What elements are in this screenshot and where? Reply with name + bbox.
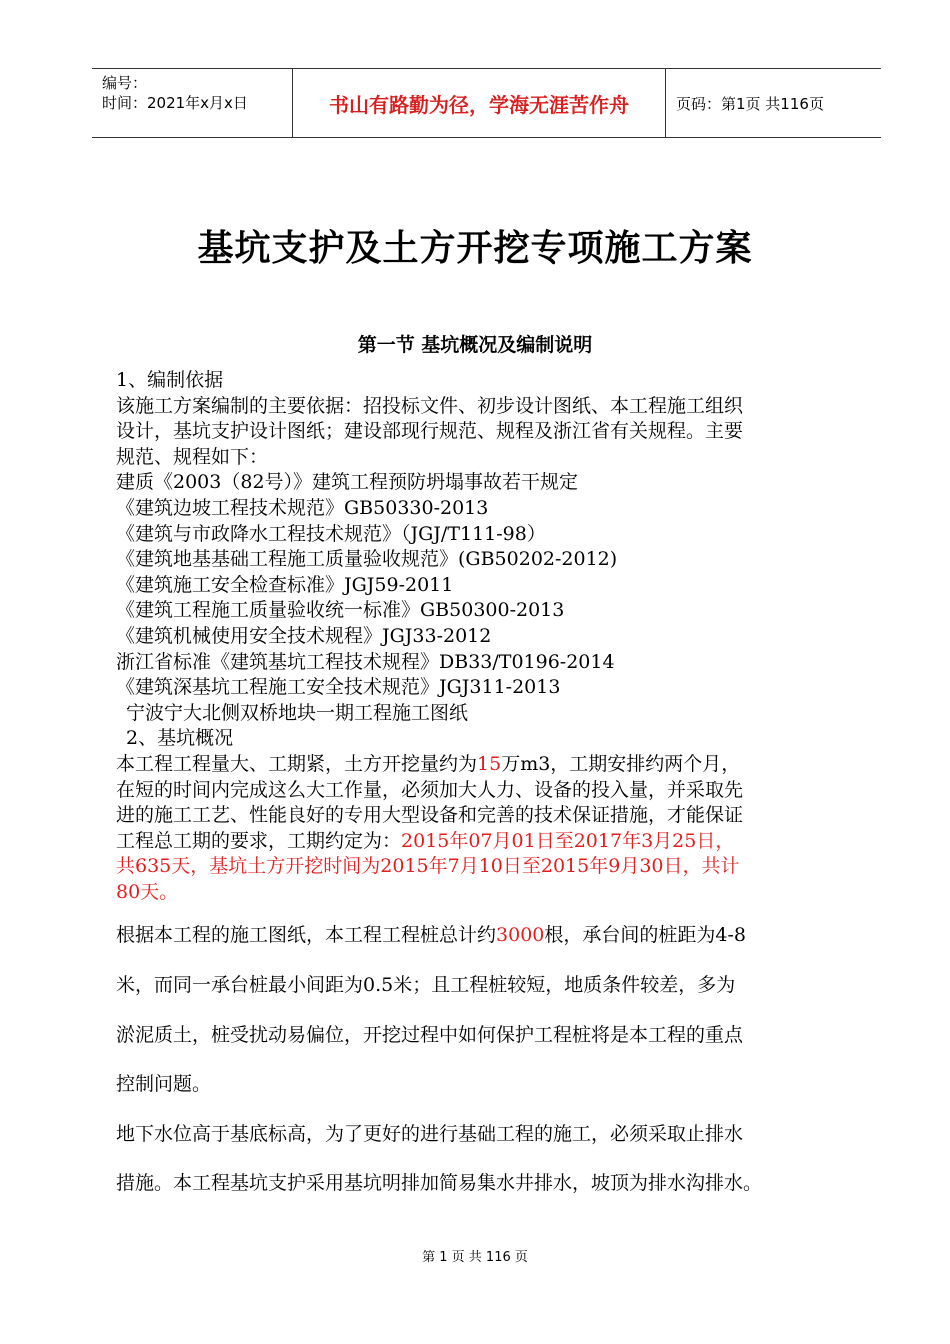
pile-count-value: 3000 [496, 924, 545, 947]
reference-item: 《建筑深基坑工程施工安全技术规范》JGJ311-2013 [116, 676, 561, 699]
page-header [92, 68, 881, 138]
basis-intro-line: 规范、规程如下： [116, 445, 269, 468]
reference-item: 建质《2003（82号）》建筑工程预防坍塌事故若干规定 [116, 471, 579, 494]
page-footer: 第 1 页 共 116 页 [422, 1250, 528, 1265]
overview-line [116, 829, 866, 855]
schedule-dates: 2015年07月01日至2017年3月25日， [401, 829, 735, 852]
piles-paragraph [116, 911, 866, 1209]
piles-line: 淤泥质土，桩受扰动易偏位，开挖过程中如何保护工程桩将是本工程的重点 [116, 1023, 744, 1046]
basis-heading: 1、编制依据 [116, 369, 224, 391]
reference-item: 《建筑地基基础工程施工质量验收规范》(GB50202-2012) [116, 548, 618, 571]
reference-item: 《建筑与市政降水工程技术规范》（JGJ/T111-98） [116, 522, 546, 545]
code-label: 编号： [102, 74, 148, 92]
reference-item: 《建筑施工安全检查标准》JGJ59-2011 [116, 573, 454, 596]
overview-heading: 2、基坑概况 [126, 727, 234, 750]
schedule-line: 共635天，基坑土方开挖时间为2015年7月10日至2015年9月30日，共计 [116, 855, 740, 878]
basis-intro-line: 该施工方案编制的主要依据：招投标文件、初步设计图纸、本工程施工组织 [116, 394, 744, 417]
overview-line: 进的施工工艺、性能良好的专用大型设备和完善的技术保证措施，才能保证 [116, 804, 744, 827]
piles-line: 米，而同一承台桩最小间距为0.5米；且工程桩较短，地质条件较差，多为 [116, 974, 736, 997]
header-meta [102, 73, 248, 113]
schedule-line: 80天。 [116, 880, 179, 903]
overview-text: 工程总工期的要求，工期约定为： [116, 829, 402, 852]
overview-line: 在短的时间内完成这么大工作量，必须加大人力、设备的投入量，并采取先 [116, 778, 744, 801]
document-title: 基坑支护及土方开挖专项施工方案 [197, 227, 753, 269]
piles-line: 控制问题。 [116, 1073, 212, 1096]
reference-item: 《建筑机械使用安全技术规程》JGJ33-2012 [116, 624, 492, 647]
water-line: 地下水位高于基底标高，为了更好的进行基础工程的施工，必须采取止排水 [116, 1122, 744, 1145]
header-page-info: 页码：第1页 共116页 [676, 94, 824, 113]
overview-text: 本工程工程量大、工期紧，土方开挖量约为 [116, 752, 478, 775]
reference-item: 《建筑边坡工程技术规范》GB50330-2013 [116, 496, 489, 519]
piles-line [116, 911, 866, 961]
section-title: 第一节 基坑概况及编制说明 [357, 334, 593, 356]
water-line: 措施。本工程基坑支护采用基坑明排加简易集水井排水，坡顶为排水沟排水。 [116, 1172, 763, 1195]
time-text: 时间：2021年x月x日 [102, 94, 248, 112]
basis-intro-line: 设计，基坑支护设计图纸；建设部现行规范、规程及浙江省有关规程。主要 [116, 420, 744, 443]
header-motto: 书山有路勤为径，学海无涯苦作舟 [292, 69, 666, 137]
document-body [116, 368, 866, 1209]
reference-item: 浙江省标准《建筑基坑工程技术规程》DB33/T0196-2014 [116, 650, 615, 673]
piles-text: 根据本工程的施工图纸，本工程工程桩总计约 [116, 924, 497, 947]
overview-line [116, 752, 866, 778]
reference-item: 宁波宁大北侧双桥地块一期工程施工图纸 [126, 701, 469, 724]
overview-text: 万m3，工期安排约两个月， [501, 752, 741, 775]
earth-volume-value: 15 [477, 752, 502, 775]
piles-text: 根，承台间的桩距为4-8 [544, 924, 746, 947]
reference-item: 《建筑工程施工质量验收统一标准》GB50300-2013 [116, 599, 565, 622]
